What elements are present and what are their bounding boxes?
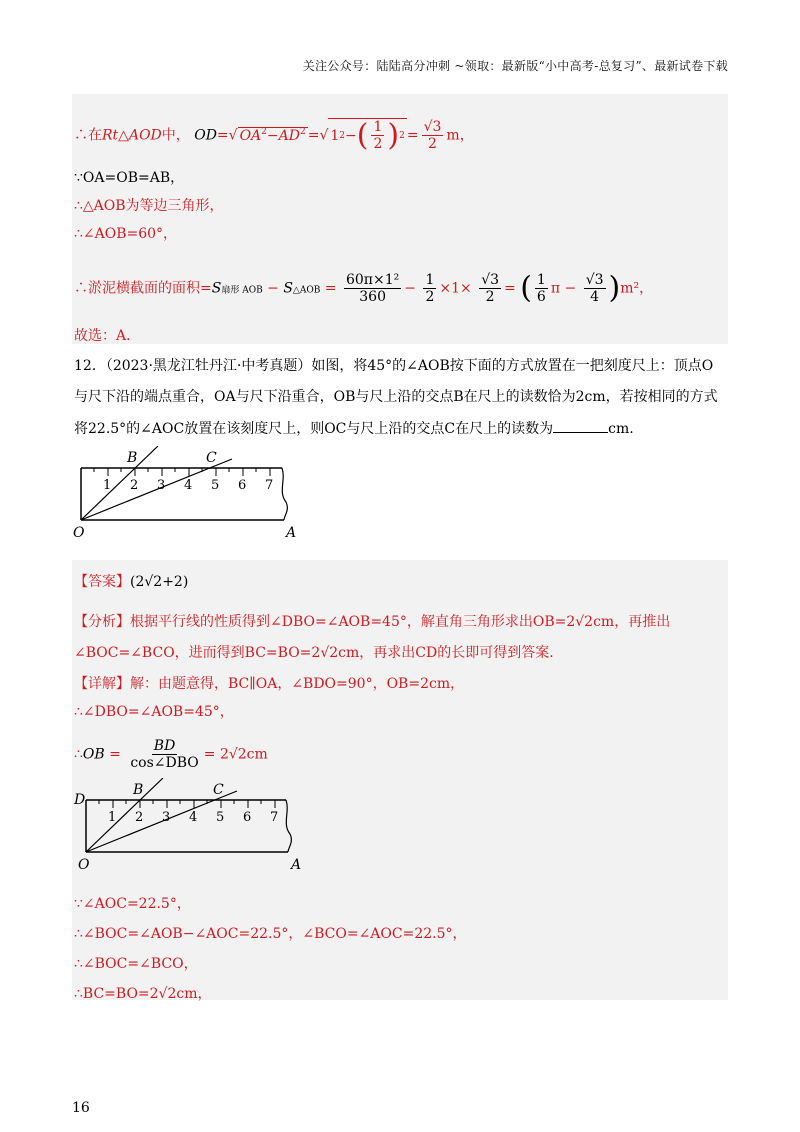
question-12-line-1: 12．（2023·黑龙江牡丹江·中考真题）如图，将45°的∠AOB按下面的方式放置在一把刻度尺上：顶点O [74,358,714,374]
detail-line-2: ∴∠DBO=∠AOB=45°， [74,704,234,720]
tick-label-4: 4 [189,810,198,825]
label-D: D [74,792,86,808]
tick-label-7: 7 [270,810,279,825]
question-12-line-2: 与尺下沿的端点重合，OA与尺下沿重合，OB与尺上沿的交点B在尺上的读数恰为2cm，若按相同的方式 [74,389,718,405]
solution-line-5: ∴淤泥横截面的面积=S扇形 AOB − S△AOB = $\frac{\text{60π×1²}}{360}$ − $\frac{1}{2}$ ×1× $\frac{√3}{2}$ = ( $\frac{1}{6}$ π − $\frac{√3}{4}$ )m²， [74,270,654,306]
solution-line-4: ∴∠AOB=60°， [74,226,178,242]
ray-OB [81,446,158,520]
label-B: B [127,450,138,466]
ruler-figure-2 [72,778,312,874]
tick-label-4: 4 [184,478,193,493]
answer-line: 【答案】(2√2+2) [74,574,189,590]
page-header: 关注公众号：陆陆高分冲刺 ~领取：最新版“小中高考-总复习”、最新试卷下载 [302,59,728,73]
tick-label-6: 6 [238,478,247,493]
label-A: A [291,857,302,873]
tick-label-2: 2 [135,810,144,825]
label-O: O [73,525,85,541]
tick-label-1: 1 [108,810,117,825]
analysis-line-1: 【分析】根据平行线的性质得到∠DBO=∠AOB=45°，解直角三角形求出OB=2√2cm，再推出 [74,614,671,630]
detail-line-3: ∴OB = $\frac{BD}{\text{cos∠DBO}}$ = 2√2cm [74,738,268,771]
ruler-figure-1 [72,446,312,542]
tick-label-3: 3 [157,478,166,493]
label-O: O [78,857,90,873]
solution-line-2: ∵OA=OB=AB， [74,170,185,186]
tick-label-3: 3 [162,810,171,825]
tick-label-5: 5 [211,478,220,493]
solution-line-1: ∴在Rt△AOD中， OD=√ $OA^2-AD^2$ =√ 1 2 − ( $\frac{1}{2}$ ) 2 = $\frac{√3}{2}$ m， [74,117,474,153]
label-B: B [133,782,144,798]
tick-label-6: 6 [243,810,252,825]
ray-OB [86,778,163,852]
answer-blank [553,418,608,433]
detail-line-6: ∴∠BOC=∠BCO， [74,956,198,972]
label-C: C [213,782,224,798]
detail-line-5: ∴∠BOC=∠AOB−∠AOC=22.5°，∠BCO=∠AOC=22.5°， [74,926,467,942]
tick-label-5: 5 [216,810,225,825]
tick-label-1: 1 [103,478,112,493]
label-A: A [286,525,297,541]
solution-line-3: ∴△AOB为等边三角形， [74,198,224,214]
solution-answer-choice: 故选：A． [74,328,141,344]
detail-line-7: ∴BC=BO=2√2cm， [74,986,212,1002]
tick-label-2: 2 [130,478,139,493]
question-12-line-3: 将22.5°的∠AOC放置在该刻度尺上，则OC与尺上沿的交点C在尺上的读数为 cm. [74,418,634,439]
label-C: C [206,450,217,466]
analysis-line-2: ∠BOC=∠BCO，进而得到BC=BO=2√2cm，再求出CD的长即可得到答案. [74,645,554,661]
tick-label-7: 7 [265,478,274,493]
detail-line-4: ∵∠AOC=22.5°， [74,896,191,912]
detail-line-1: 【详解】解：由题意得，BC∥OA，∠BDO=90°，OB=2cm， [74,676,465,692]
page-number: 16 [72,1100,90,1116]
